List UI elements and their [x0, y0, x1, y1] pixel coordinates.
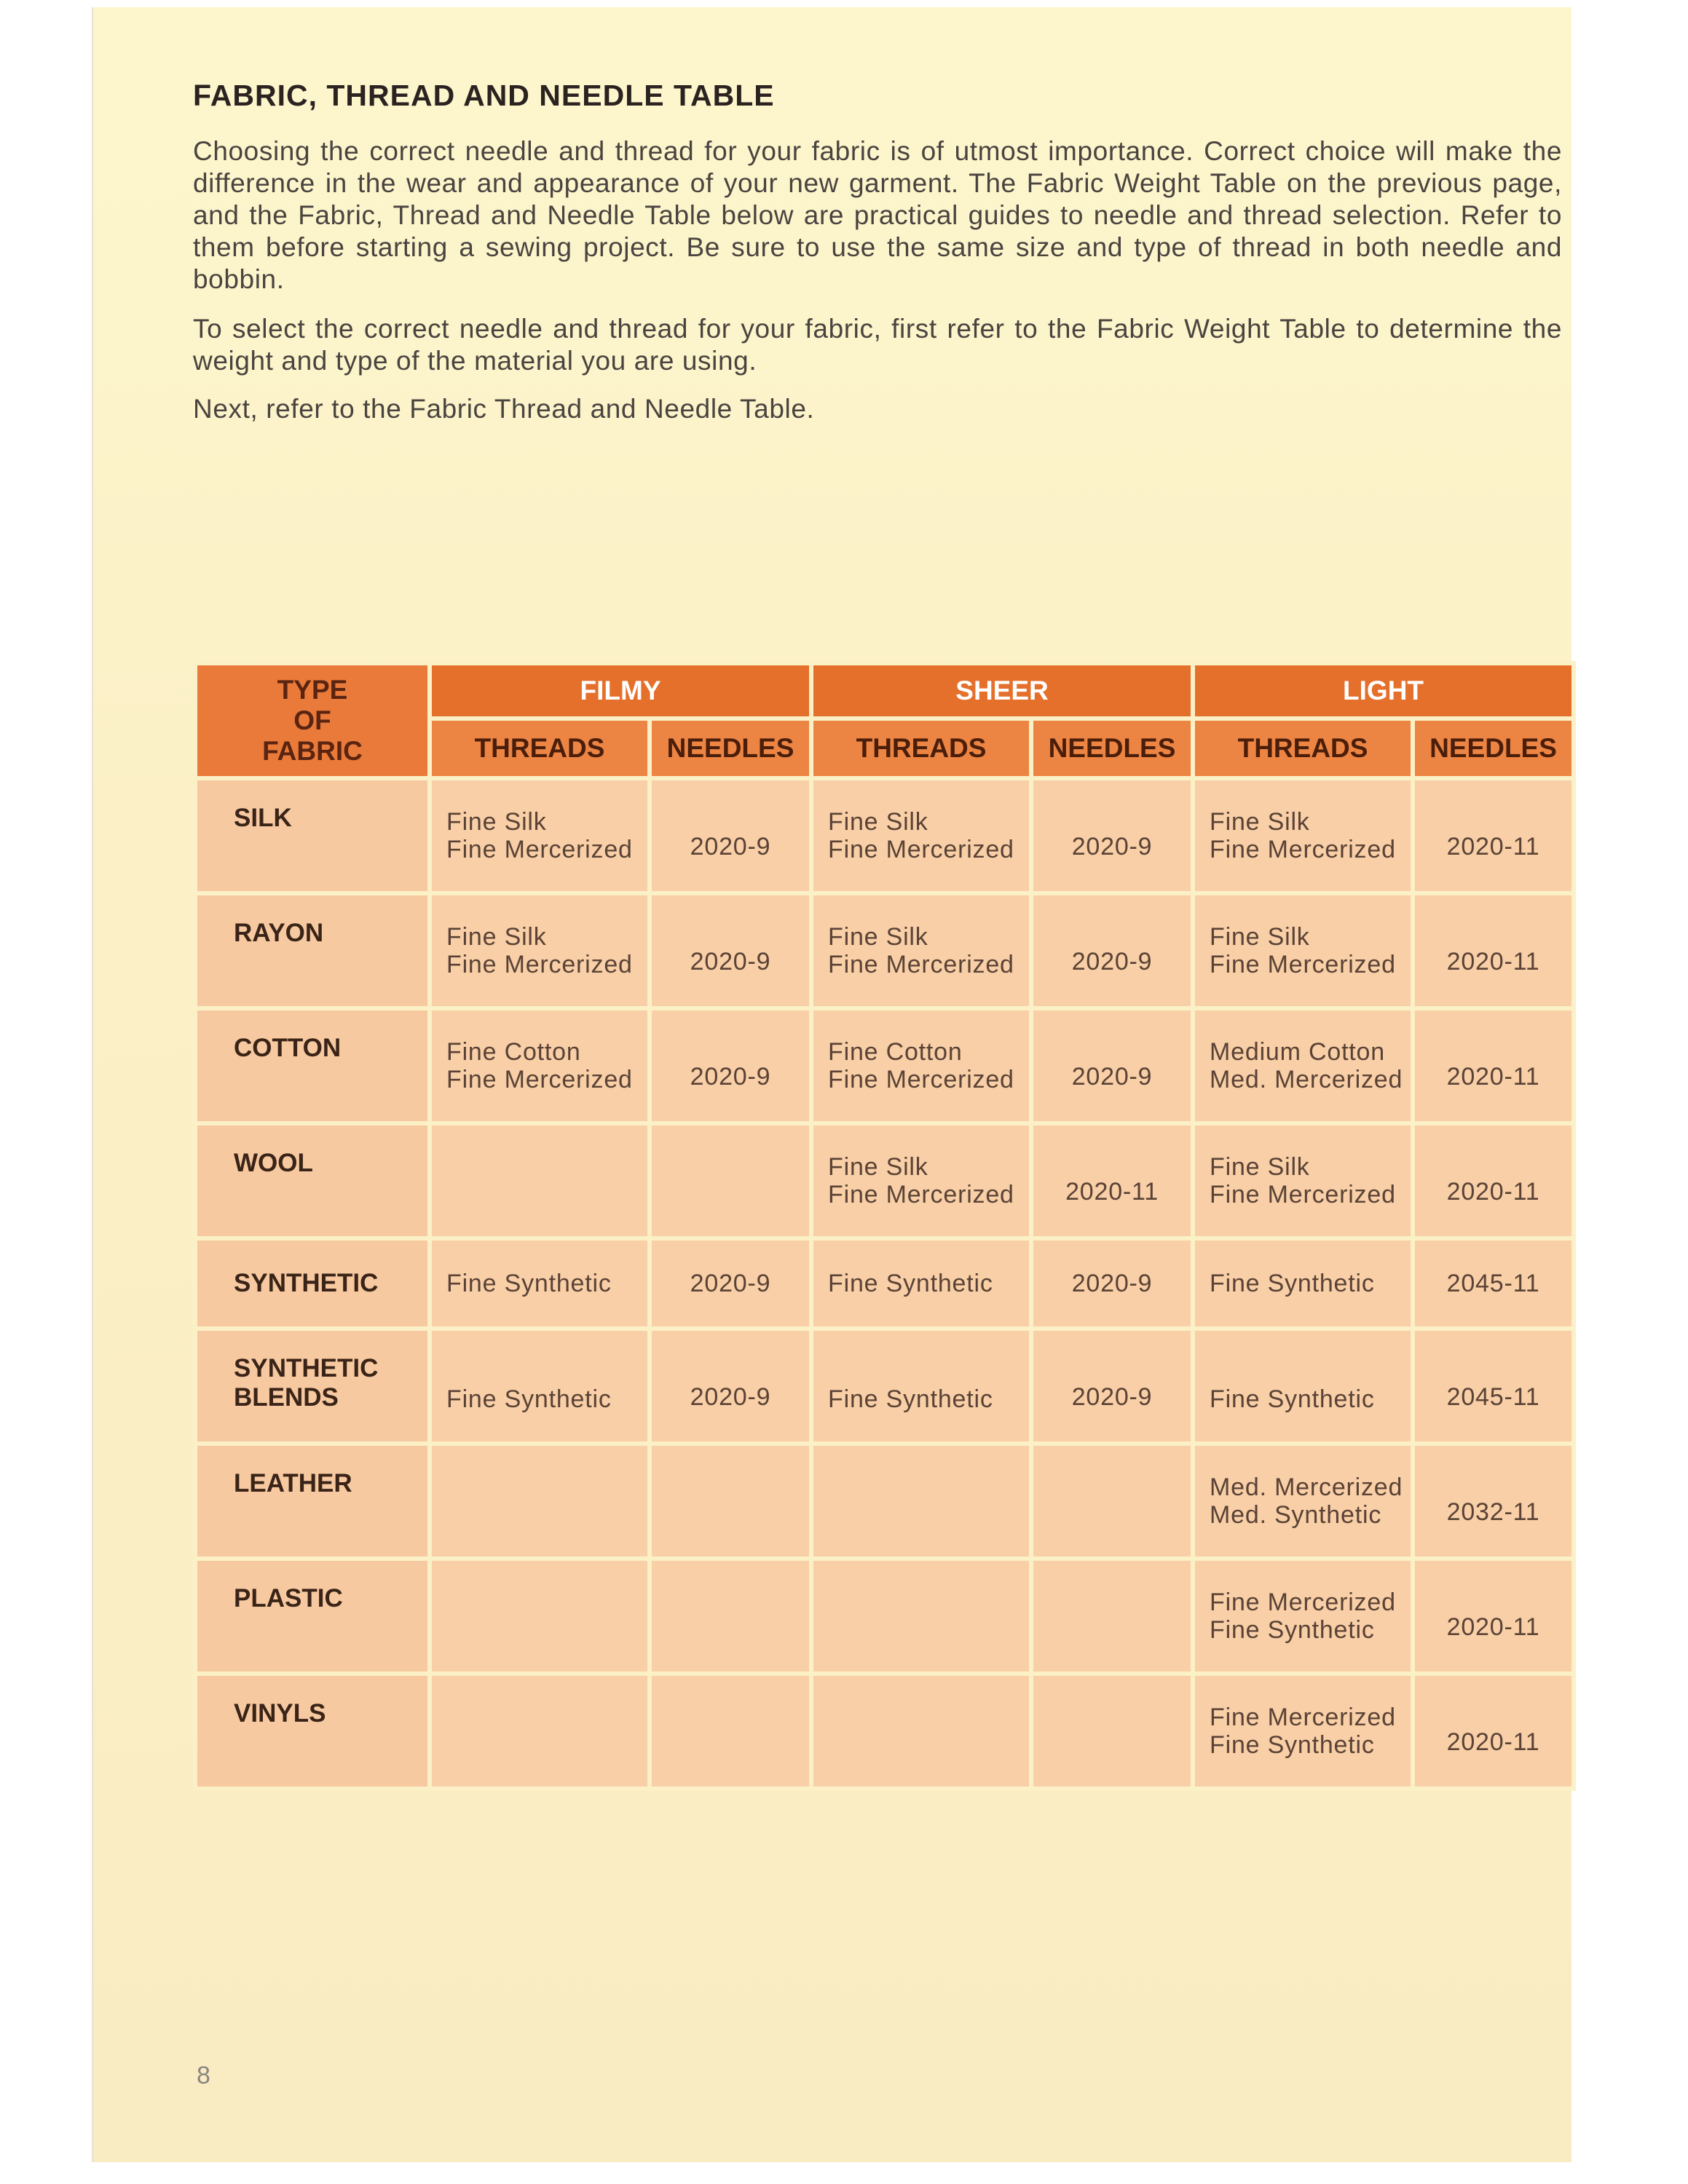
filmy-needles-cell: 2020-9 — [652, 1241, 809, 1326]
sheer-needles-header: NEEDLES — [1033, 721, 1191, 776]
filmy-needles-header: NEEDLES — [652, 721, 809, 776]
type-of-fabric-header: TYPE OF FABRIC — [197, 665, 427, 776]
sheer-threads-cell — [813, 1561, 1029, 1671]
light-needles-cell: 2020-11 — [1415, 1561, 1571, 1671]
fabric-type-cell: RAYON — [197, 895, 427, 1006]
filmy-needles-cell: 2020-9 — [652, 1331, 809, 1441]
sheer-needles-cell: 2020-9 — [1033, 780, 1191, 891]
filmy-needles-cell: 2020-9 — [652, 1010, 809, 1121]
sheer-threads-cell: Fine Synthetic — [813, 1241, 1029, 1326]
page-edge — [92, 7, 93, 2162]
sheer-needles-cell: 2020-11 — [1033, 1125, 1191, 1236]
filmy-threads-cell: Fine Silk Fine Mercerized — [432, 780, 647, 891]
filmy-threads-cell — [432, 1125, 647, 1236]
light-needles-cell: 2020-11 — [1415, 780, 1571, 891]
sheer-needles-cell: 2020-9 — [1033, 1241, 1191, 1326]
table-row — [197, 1331, 1571, 1441]
fabric-type-cell: SILK — [197, 780, 427, 891]
light-needles-cell: 2020-11 — [1415, 895, 1571, 1006]
table-row — [197, 1676, 1571, 1787]
sheer-threads-cell: Fine Silk Fine Mercerized — [813, 780, 1029, 891]
light-threads-cell: Fine Mercerized Fine Synthetic — [1195, 1561, 1411, 1671]
fabric-type-cell: SYNTHETIC BLENDS — [197, 1331, 427, 1441]
light-threads-cell: Fine Silk Fine Mercerized — [1195, 895, 1411, 1006]
light-needles-cell: 2045-11 — [1415, 1241, 1571, 1326]
sheer-threads-header: THREADS — [813, 721, 1029, 776]
sheer-needles-cell — [1033, 1446, 1191, 1556]
sheer-header: SHEER — [813, 665, 1191, 716]
light-needles-cell: 2045-11 — [1415, 1331, 1571, 1441]
table-row — [197, 1561, 1571, 1671]
light-needles-cell: 2020-11 — [1415, 1125, 1571, 1236]
light-threads-cell: Fine Synthetic — [1195, 1331, 1411, 1441]
filmy-threads-cell: Fine Silk Fine Mercerized — [432, 895, 647, 1006]
filmy-threads-cell — [432, 1676, 647, 1787]
table-row — [197, 1125, 1571, 1236]
sheer-needles-cell: 2020-9 — [1033, 1010, 1191, 1121]
fabric-type-cell: VINYLS — [197, 1676, 427, 1787]
light-needles-cell: 2032-11 — [1415, 1446, 1571, 1556]
light-threads-header: THREADS — [1195, 721, 1411, 776]
next-step-paragraph: Next, refer to the Fabric Thread and Needle Table. — [193, 394, 815, 424]
filmy-needles-cell — [652, 1125, 809, 1236]
light-needles-cell: 2020-11 — [1415, 1676, 1571, 1787]
filmy-threads-header: THREADS — [432, 721, 647, 776]
table-row — [197, 1446, 1571, 1556]
sheer-needles-cell — [1033, 1676, 1191, 1787]
fabric-type-cell: LEATHER — [197, 1446, 427, 1556]
table-row — [197, 780, 1571, 891]
filmy-threads-cell: Fine Synthetic — [432, 1241, 647, 1326]
light-threads-cell: Fine Silk Fine Mercerized — [1195, 1125, 1411, 1236]
page-title: FABRIC, THREAD AND NEEDLE TABLE — [193, 79, 775, 112]
filmy-needles-cell — [652, 1446, 809, 1556]
table-row — [197, 895, 1571, 1006]
sheer-needles-cell: 2020-9 — [1033, 895, 1191, 1006]
page-number: 8 — [197, 2062, 210, 2089]
filmy-threads-cell — [432, 1561, 647, 1671]
filmy-threads-cell: Fine Synthetic — [432, 1331, 647, 1441]
fabric-type-cell: SYNTHETIC — [197, 1241, 427, 1326]
sheer-threads-cell: Fine Silk Fine Mercerized — [813, 1125, 1029, 1236]
filmy-needles-cell — [652, 1676, 809, 1787]
light-needles-header: NEEDLES — [1415, 721, 1571, 776]
light-header: LIGHT — [1195, 665, 1571, 716]
filmy-needles-cell: 2020-9 — [652, 780, 809, 891]
sheer-threads-cell — [813, 1446, 1029, 1556]
fabric-type-cell: COTTON — [197, 1010, 427, 1121]
filmy-needles-cell — [652, 1561, 809, 1671]
fabric-type-cell: WOOL — [197, 1125, 427, 1236]
sheer-needles-cell — [1033, 1561, 1191, 1671]
filmy-needles-cell: 2020-9 — [652, 895, 809, 1006]
filmy-threads-cell: Fine Cotton Fine Mercerized — [432, 1010, 647, 1121]
filmy-header: FILMY — [432, 665, 809, 716]
instruction-paragraph: To select the correct needle and thread for your fabric, first refer to the Fabric Weight Table to determine the weight and type of the material you are using. — [193, 314, 1562, 376]
light-threads-cell: Fine Mercerized Fine Synthetic — [1195, 1676, 1411, 1787]
light-needles-cell: 2020-11 — [1415, 1010, 1571, 1121]
sheer-threads-cell: Fine Synthetic — [813, 1331, 1029, 1441]
light-threads-cell: Fine Synthetic — [1195, 1241, 1411, 1326]
table-row — [197, 1010, 1571, 1121]
intro-paragraph: Choosing the correct needle and thread for your fabric is of utmost importance. Correct choice will make the difference in the wear and appearance of your new garment. The Fabric Weight Table on the previous page, and the Fabric, Thread and Needle Table below are practical guides to needle and thread selection. Refer to them before starting a sewing project. Be sure to use the same size and type of thread in both needle and bobbin. — [193, 136, 1562, 294]
light-threads-cell: Medium Cotton Med. Mercerized — [1195, 1010, 1411, 1121]
filmy-threads-cell — [432, 1446, 647, 1556]
fabric-type-cell: PLASTIC — [197, 1561, 427, 1671]
table-row — [197, 1241, 1571, 1326]
sheer-needles-cell: 2020-9 — [1033, 1331, 1191, 1441]
sheer-threads-cell: Fine Cotton Fine Mercerized — [813, 1010, 1029, 1121]
sheer-threads-cell — [813, 1676, 1029, 1787]
light-threads-cell: Med. Mercerized Med. Synthetic — [1195, 1446, 1411, 1556]
sheer-threads-cell: Fine Silk Fine Mercerized — [813, 895, 1029, 1006]
fabric-thread-needle-table — [193, 661, 1576, 1791]
light-threads-cell: Fine Silk Fine Mercerized — [1195, 780, 1411, 891]
